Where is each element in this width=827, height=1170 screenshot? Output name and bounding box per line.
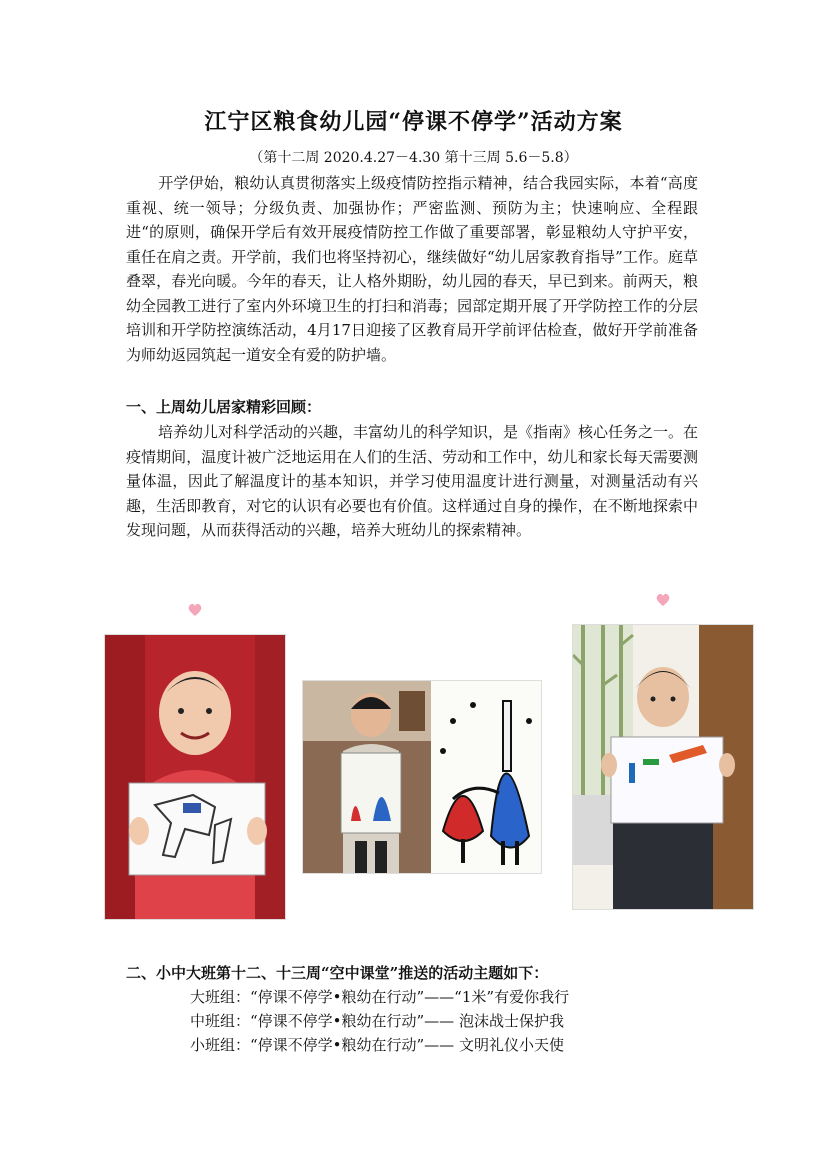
intro-paragraph bbox=[126, 171, 698, 367]
section1-text: 培养幼儿对科学活动的兴趣，丰富幼儿的科学知识，是《指南》核心任务之一。在疫情期间，温度计被广泛地运用在人们的生活、劳动和工作中，幼儿和家长每天需要测量体温，因此了解温度计的基本知识，并学习使用温度计进行测量，对测量活动有兴趣，生活即教育，对它的认识有必要也有价值。这样通过自身的操作，在不断地探索中发现问题，从而获得活动的兴趣，培养大班幼儿的探索精神。 bbox=[126, 423, 699, 539]
section1-heading: 一、上周幼儿居家精彩回顾： bbox=[126, 398, 322, 416]
page-subtitle: （第十二周 2020.4.27－4.30 第十三周 5.6－5.8） bbox=[249, 150, 578, 166]
intro-text: 开学伊始，粮幼认真贯彻落实上级疫情防控指示精神，结合我园实际，本着“高度重视、统一领导；分级负责、加强协作；严密监测、预防为主；快速响应、全程跟进“的原则，确保开学后有效开展疫情防控工作做了重要部署，彰显粮幼人守护平安，重任在肩之责。开学前，我们也将坚持初心，继续做好“幼儿居家教育指导”工作。庭草叠翠，春光向暖。今年的春天，让人格外期盼，幼儿园的春天，早已到来。前两天，粮幼全园教工进行了室内外环境卫生的打扫和消毒；园部定期开展了开学防控工作的分层培训和开学防控演练活动，4月17日迎接了区教育局开学前评估检查，做好开学前准备为师幼返园筑起一道安全有爱的防护墙。 bbox=[126, 174, 698, 364]
theme-item-large-class: 大班组：“停课不停学•粮幼在行动”——“1米”有爱你我行 bbox=[190, 988, 570, 1006]
section1-paragraph bbox=[126, 420, 698, 543]
section2-heading: 二、小中大班第十二、十三周“空中课堂”推送的活动主题如下： bbox=[126, 964, 549, 982]
heart-icon bbox=[655, 592, 671, 608]
heart-icon bbox=[187, 602, 203, 618]
photo-child-red-hoodie bbox=[104, 634, 286, 920]
theme-item-small-class: 小班组：“停课不停学•粮幼在行动”—— 文明礼仪小天使 bbox=[190, 1036, 564, 1054]
photo-child-with-drawing bbox=[302, 680, 542, 874]
page-title: 江宁区粮食幼儿园“停课不停学”活动方案 bbox=[204, 109, 623, 135]
photo-child-bamboo bbox=[572, 624, 754, 910]
theme-item-middle-class: 中班组：“停课不停学•粮幼在行动”—— 泡沫战士保护我 bbox=[190, 1012, 564, 1030]
